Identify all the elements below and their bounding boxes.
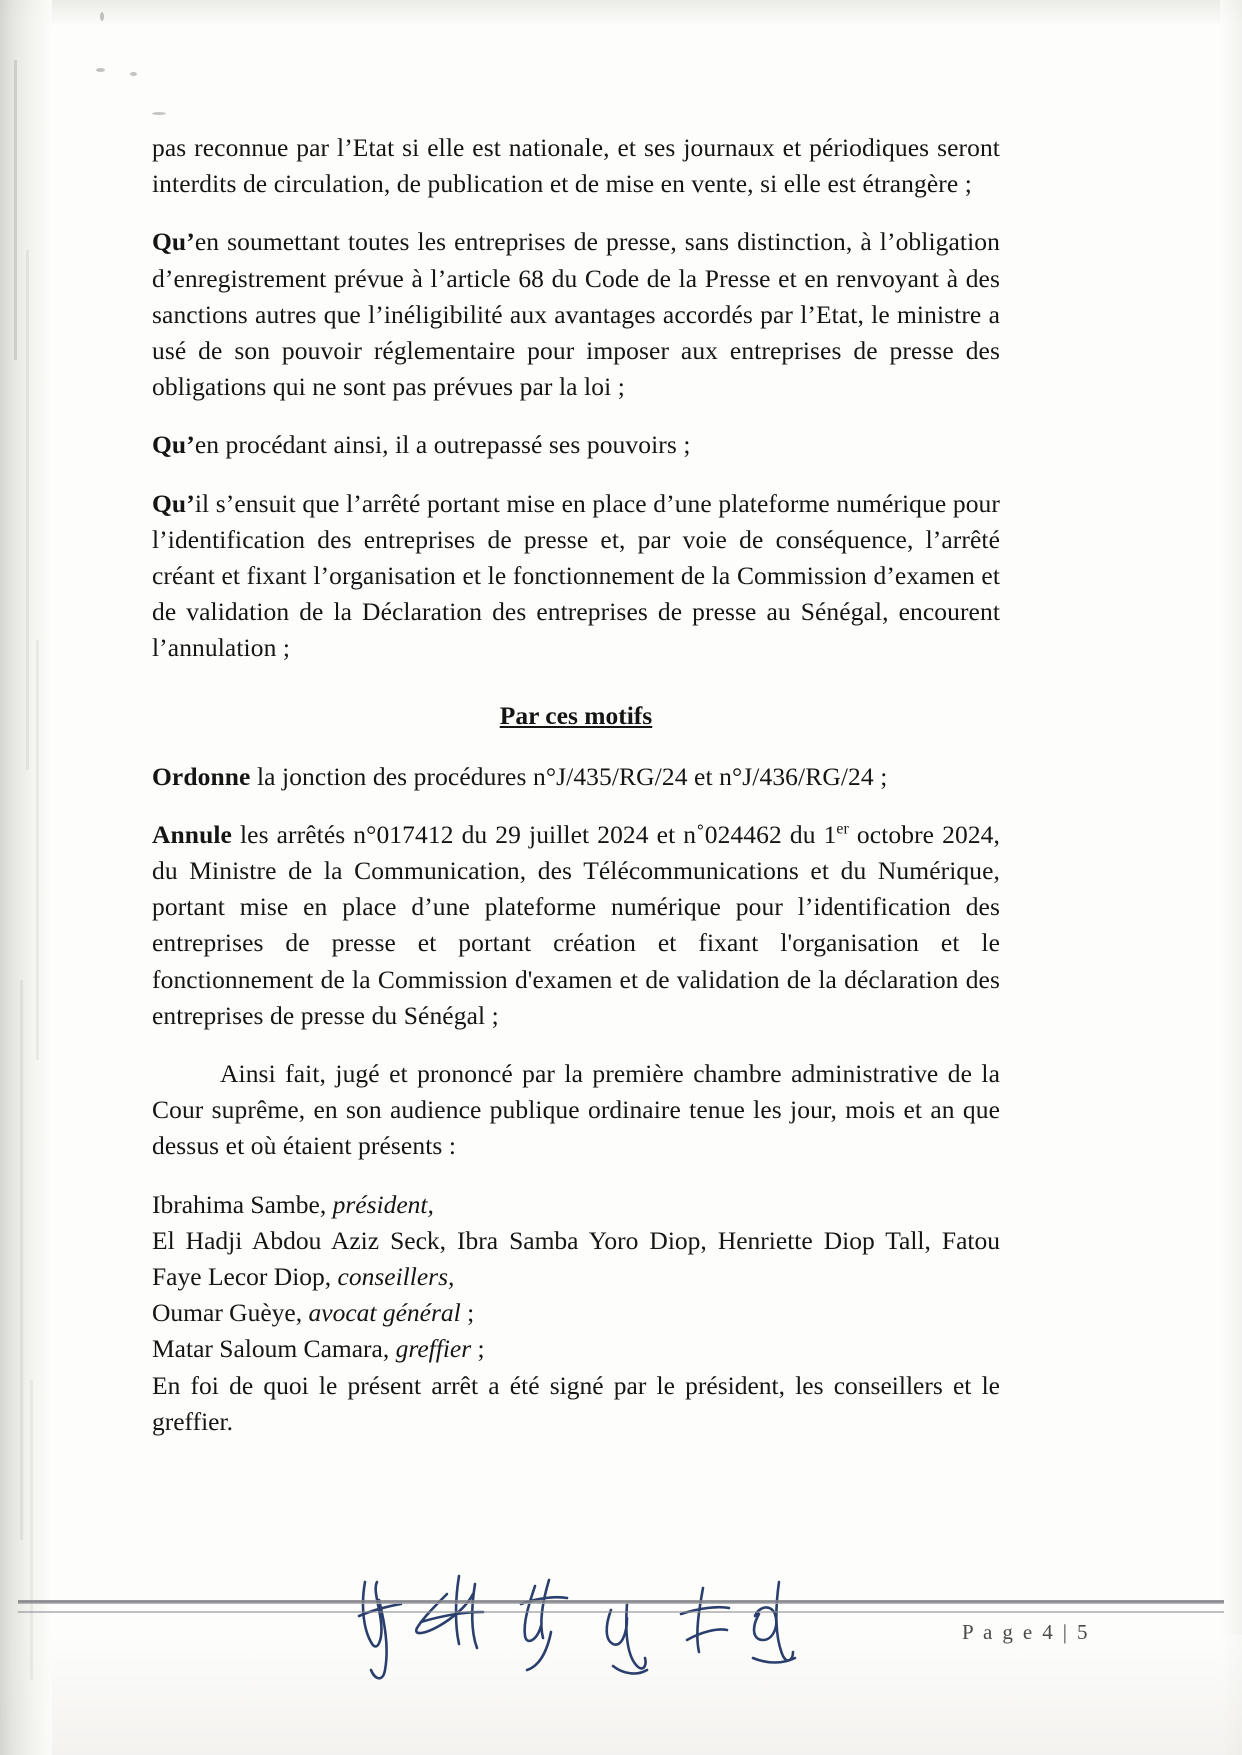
roster-role-4: greffier: [395, 1334, 472, 1364]
dispositif-annule: [152, 817, 1000, 1034]
roster-role-2: conseillers,: [337, 1262, 455, 1292]
footer-divider: [18, 1600, 1224, 1604]
dispositif-annule-text-after: octobre 2024, du Ministre de la Communication, des Télécommunications et du Numérique, portant mise en place d’une plateforme numérique pour l’identification des entreprises de presse et portant création et fixant l'organisation et le fonctionnement de la Commission d'examen et de validation de la déclaration des entreprises de presse du Sénégal ;: [152, 819, 1000, 1030]
roster-tail-3: ;: [460, 1298, 475, 1328]
roster-name-3: Oumar Guèye,: [152, 1298, 309, 1328]
scan-speck: [100, 12, 104, 21]
dispositif-annule-ordinal: er: [836, 820, 849, 838]
roster-line-avocat-general: [152, 1295, 1000, 1331]
dispositif-ordonne-lead: Ordonne: [152, 761, 251, 791]
paragraph-3-lead: Qu’: [152, 430, 195, 460]
paragraph-2-text: en soumettant toutes les entreprises de presse, sans distinction, à l’obligation d’enregistrement prévue à l’article 68 du Code de la Presse et en renvoyant à des sanctions autres que l’inéligibilité aux avantages accordés par l’Etat, le ministre a usé de son pouvoir réglementaire pour imposer aux entreprises de presse des obligations qui ne sont pas prévues par la loi ;: [152, 227, 1000, 402]
paragraph-1-text: pas reconnue par l’Etat si elle est nationale, et ses journaux et périodiques seront interdits de circulation, de publication et de mise en vente, si elle est étrangère ;: [152, 133, 1000, 199]
roster-name-4: Matar Saloum Camara,: [152, 1334, 396, 1364]
dispositif-annule-text-before: les arrêtés n°017412 du 29 juillet 2024 et n˚024462 du 1: [231, 819, 837, 849]
paragraph-3: [152, 427, 1000, 463]
roster-name-1: Ibrahima Sambe,: [152, 1189, 333, 1219]
scan-edge-top: [0, 0, 1242, 26]
handwritten-signatures: [355, 1570, 915, 1700]
attestation-text: En foi de quoi le présent arrêt a été signé par le président, les conseillers et le greffier.: [152, 1370, 1000, 1436]
paragraph-4: [152, 486, 1000, 667]
scan-speck: [96, 68, 105, 72]
scan-edge-right: [1220, 0, 1242, 1755]
document-body: [152, 130, 1000, 1440]
roster-name-2: El Hadji Abdou Aziz Seck, Ibra Samba Yoro Diop, Henriette Diop Tall, Fatou Faye Lecor Diop,: [152, 1225, 1000, 1292]
roster-line-president: [152, 1187, 1000, 1223]
paragraph-1: [152, 130, 1000, 202]
dispositif-ordonne-text: la jonction des procédures n°J/435/RG/24 et n°J/436/RG/24 ;: [250, 761, 888, 791]
dispositif-ordonne: [152, 759, 1000, 795]
section-heading-par-ces-motifs: Par ces motifs: [499, 700, 653, 730]
page-number: P a g e 4 | 5: [962, 1620, 1090, 1644]
closing-intro: Ainsi fait, jugé et prononcé par la première chambre administrative de la Cour suprême, en son audience publique ordinaire tenue les jour, mois et an que dessus et où étaient présents :: [152, 1059, 1000, 1161]
footer-divider-secondary: [18, 1611, 1224, 1613]
dispositif-annule-lead: Annule: [152, 819, 232, 849]
roster-line-conseillers: [152, 1223, 1000, 1295]
scan-speck: [152, 112, 166, 115]
paragraph-2: [152, 224, 1000, 405]
paragraph-4-text: il s’ensuit que l’arrêté portant mise en place d’une plateforme numérique pour l’identification des entreprises de presse et, par voie de conséquence, l’arrêté créant et fixant l’organisation et le fonctionnement de la Commission d’examen et de validation de la Déclaration des entreprises de presse au Sénégal, encourent l’annulation ;: [152, 488, 1000, 663]
bench-roster: [152, 1187, 1000, 1440]
roster-role-1: président,: [332, 1189, 434, 1219]
roster-tail-4: ;: [471, 1334, 485, 1364]
roster-line-greffier: [152, 1331, 1000, 1367]
scan-speck: [130, 72, 137, 76]
paragraph-3-text: en procédant ainsi, il a outrepassé ses pouvoirs ;: [194, 430, 691, 460]
paragraph-2-lead: Qu’: [152, 227, 195, 257]
roster-role-3: avocat général: [308, 1298, 461, 1328]
paragraph-4-lead: Qu’: [152, 488, 195, 518]
scan-edge-left: [0, 0, 52, 1755]
